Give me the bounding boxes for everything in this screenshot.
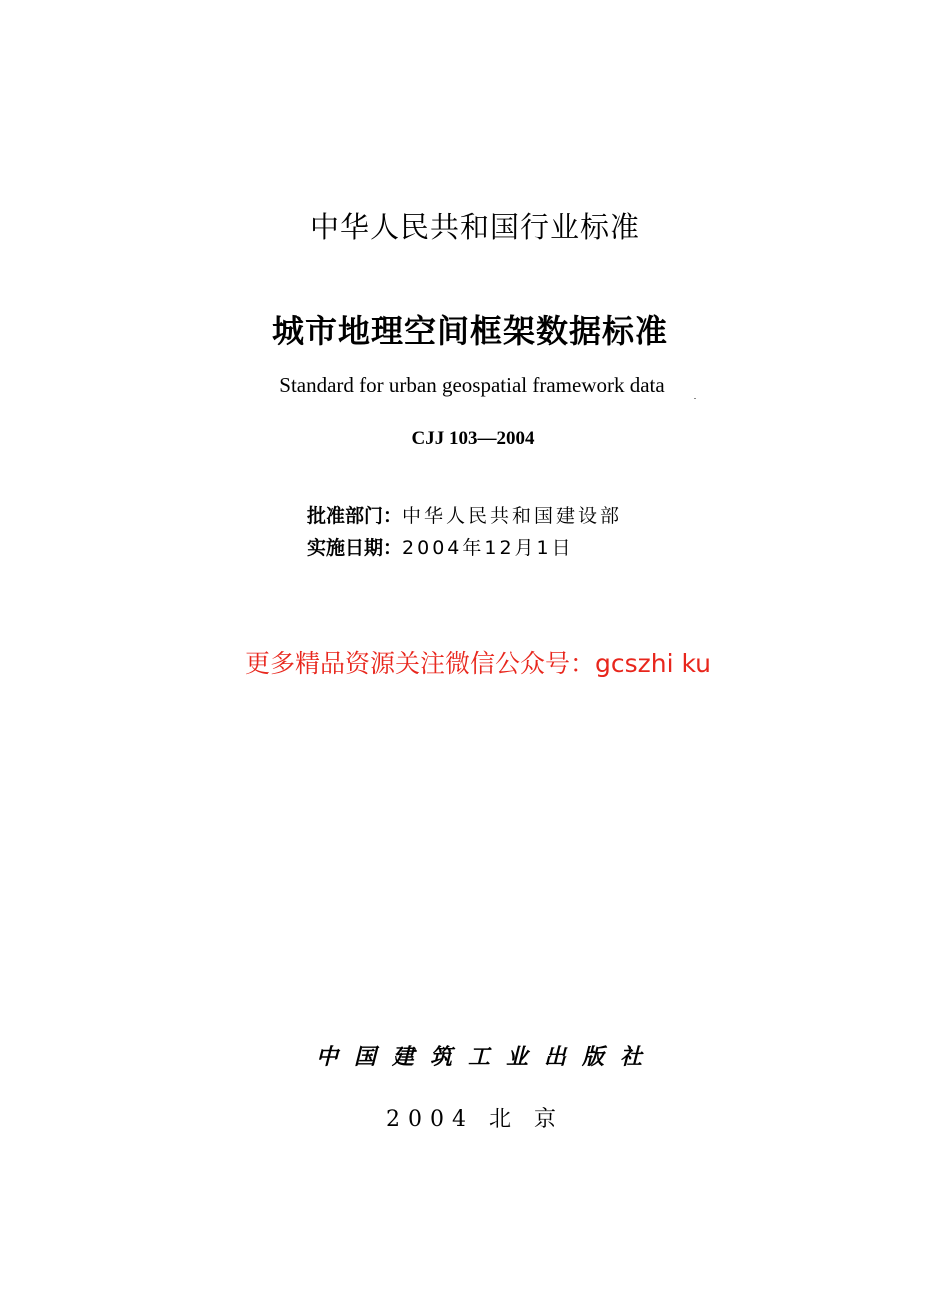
effective-row [307, 532, 622, 564]
main-title: 城市地理空间框架数据标准 [271, 312, 668, 350]
approval-info [307, 500, 622, 564]
english-title: Standard for urban geospatial framework data [279, 373, 665, 397]
publisher-name: 中国建筑工业出版社 [315, 1044, 658, 1070]
approval-label: 批准部门： [307, 505, 403, 527]
approval-row [307, 500, 622, 532]
approval-value: 中华人民共和国建设部 [402, 505, 623, 527]
effective-value: 2004年12月1日 [402, 537, 574, 559]
promo-watermark: 更多精品资源关注微信公众号：gcszhi ku [244, 649, 712, 678]
effective-label: 实施日期： [307, 537, 403, 559]
publication-place-year: 2004 北 京 [386, 1107, 564, 1132]
series-title: 中华人民共和国行业标准 [309, 210, 640, 244]
scan-speck [694, 398, 696, 399]
standard-code: CJJ 103—2004 [411, 428, 535, 449]
